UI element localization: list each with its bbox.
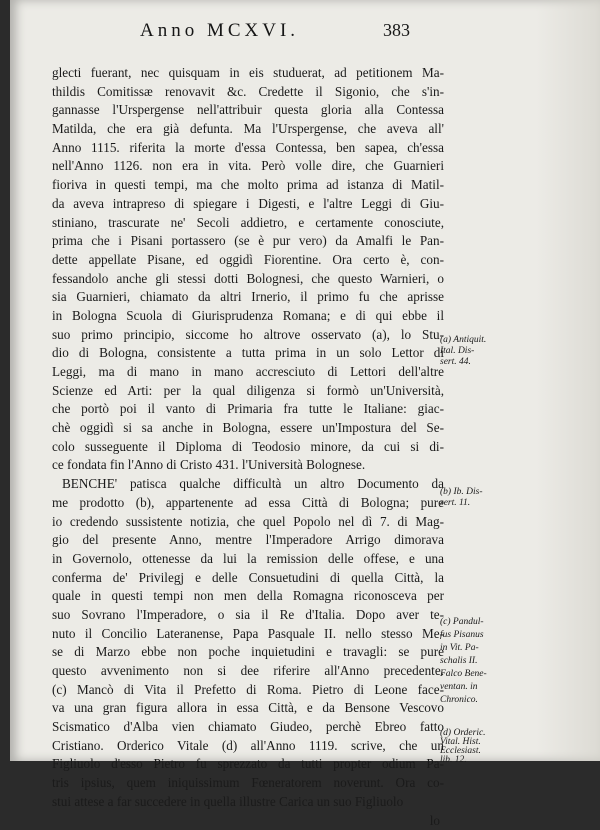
text-line: me prodotto (b), appartenente ad essa Città di Bologna; pure xyxy=(52,494,444,513)
text-line: thildis Comitissæ renovavit &c. Credette il Sigonio, che s'in- xyxy=(52,83,444,102)
text-line: in Bologna Scuola di Giurisprudenza Romana; e di qui ebbe il xyxy=(52,307,444,326)
margin-note-line: schalis II. xyxy=(440,655,536,668)
text-line: Matilda, che era già defunta. Ma l'Urspergense, che aveva all' xyxy=(52,120,444,139)
text-line: tris ipsius, quem iniquissimum Fœneratorem noverunt. Ora co- xyxy=(52,774,444,793)
text-line: stui attese a far succedere in quella illustre Carica un suo Figliuolo xyxy=(52,793,444,812)
margin-note-line: fus Pisanus xyxy=(440,629,536,642)
page-header xyxy=(10,10,600,50)
text-line: sia Guarnieri, chiamato da altri Irnerio, il primo fu che aprisse xyxy=(52,288,444,307)
text-line: suo Sovrano l'Imperadore, o sia il Re d'Italia. Dopo aver te- xyxy=(52,606,444,625)
text-line: glecti fuerant, nec quisquam in eis studuerat, ad petitionem Ma- xyxy=(52,64,444,83)
text-line: io credendo sussistente notizia, che quel Popolo nel dì 7. di Mag- xyxy=(52,513,444,532)
running-title: Anno MCXVI. xyxy=(140,20,299,42)
text-line: suo primo principio, siccome ho altrove osservato (a), lo Stu- xyxy=(52,326,444,345)
margin-note-line: in Vit. Pa- xyxy=(440,642,536,655)
text-line: stiniano, trascurate ne' Secoli addietro, e certamente conosciute, xyxy=(52,214,444,233)
text-line: dio di Bologna, consistente a tutta prima in un solo Lettor di xyxy=(52,344,444,363)
text-line: fioriva in questi tempi, ma che molto prima ad istanza di Matil- xyxy=(52,176,444,195)
text-line: Cristiano. Orderico Vitale (d) all'Anno 1119. scrive, che un xyxy=(52,737,444,756)
margin-note-line: ventan. in xyxy=(440,681,536,694)
margin-note-line: (c) Pandul- xyxy=(440,616,536,629)
margin-note-line: lib. 12. xyxy=(440,756,536,765)
text-line: conferma de' Privilegj e delle Consuetudini di quella Città, la xyxy=(52,569,444,588)
margin-note-line: sert. 44. xyxy=(440,357,536,368)
text-line: (c) Mancò di Vita il Prefetto di Roma. Pietro di Leone face- xyxy=(52,681,444,700)
text-line: chè oggidì si sa anche in Bologna, essere un'Impostura del Se- xyxy=(52,419,444,438)
text-line: dette appellate Pisane, ed oggidì Fiorentine. Ora certo è, con- xyxy=(52,251,444,270)
text-line: quale in questi tempi non men della Romagna riconosceva per xyxy=(52,587,444,606)
text-line: nuto il Concilio Lateranense, Papa Pasquale II. nello stesso Me- xyxy=(52,625,444,644)
text-line: Leggi, ma di mano in mano accresciuto di Lettori dell'altre xyxy=(52,363,444,382)
text-line: prima che i Pisani portassero (se è pur vero) da Amalfi le Pan- xyxy=(52,232,444,251)
page-number: 383 xyxy=(383,20,410,41)
text-line: da aveva intrapreso di spiegare i Digesti, e l'altre Leggi di Giu- xyxy=(52,195,444,214)
book-page xyxy=(10,0,600,761)
text-line: gio del presente Anno, mentre l'Imperadore Arrigo dimorava xyxy=(52,531,444,550)
margin-note-b xyxy=(440,487,536,509)
text-line: gannasse l'Urspergense nell'attribuir questa gloria alla Contessa xyxy=(52,101,444,120)
margin-note-line: (b) Ib. Dis- xyxy=(440,487,536,498)
text-line: va una gran figura allora in essa Città, e da Bensone Vescovo xyxy=(52,699,444,718)
main-text-column xyxy=(52,64,444,830)
margin-note-line: Ital. Dis- xyxy=(440,346,536,357)
text-line: in Governolo, ottenesse da lui la remission delle offese, e una xyxy=(52,550,444,569)
margin-note-a xyxy=(440,335,536,368)
margin-note-c xyxy=(440,616,536,707)
text-line: Anno 1115. riferita la morte d'essa Contessa, ben sapea, ch'essa xyxy=(52,139,444,158)
text-line: fessandolo anche gli stessi dotti Bolognesi, che questo Warnieri, o xyxy=(52,270,444,289)
margin-note-d xyxy=(440,729,536,765)
text-line: questo avvenimento non si dee riferire all'Anno precedente. xyxy=(52,662,444,681)
margin-note-line: (a) Antiquit. xyxy=(440,335,536,346)
text-line: Figliuolo d'esso Pietro fu sprezzato da tutti propter odium Pa- xyxy=(52,755,444,774)
text-line: Scienze ed Arti: per la qual diligenza si formò un'Università, xyxy=(52,382,444,401)
margin-note-line: Ecclesiast. xyxy=(440,747,536,756)
text-line: Scismatico d'Alba vien chiamato Giudeo, perchè Ebreo fatto xyxy=(52,718,444,737)
text-line: nell'Anno 1126. non era in vita. Però volle dire, che Guarnieri xyxy=(52,157,444,176)
text-line: BENCHE' patisca qualche difficultà un altro Documento da xyxy=(52,475,444,494)
margin-note-line: sert. 11. xyxy=(440,498,536,509)
text-line: colo susseguente il Diploma di Teodosio minore, da cui si di- xyxy=(52,438,444,457)
margin-note-line: (d) Orderic. xyxy=(440,729,536,738)
text-line: se di Marzo ebbe non poche inquietudini e travagli: se pure xyxy=(52,643,444,662)
text-line: ce fondata fin l'Anno di Cristo 431. l'Università Bolognese. xyxy=(52,456,444,475)
text-line: che portò poi il vanto di Primaria fra tutte le Italiane: giac- xyxy=(52,400,444,419)
scan-edge-shadow xyxy=(536,0,600,761)
text-line: lo xyxy=(52,812,444,830)
margin-note-line: Falco Bene- xyxy=(440,668,536,681)
margin-note-line: Chronico. xyxy=(440,694,536,707)
margin-note-line: Vital. Hist. xyxy=(440,738,536,747)
